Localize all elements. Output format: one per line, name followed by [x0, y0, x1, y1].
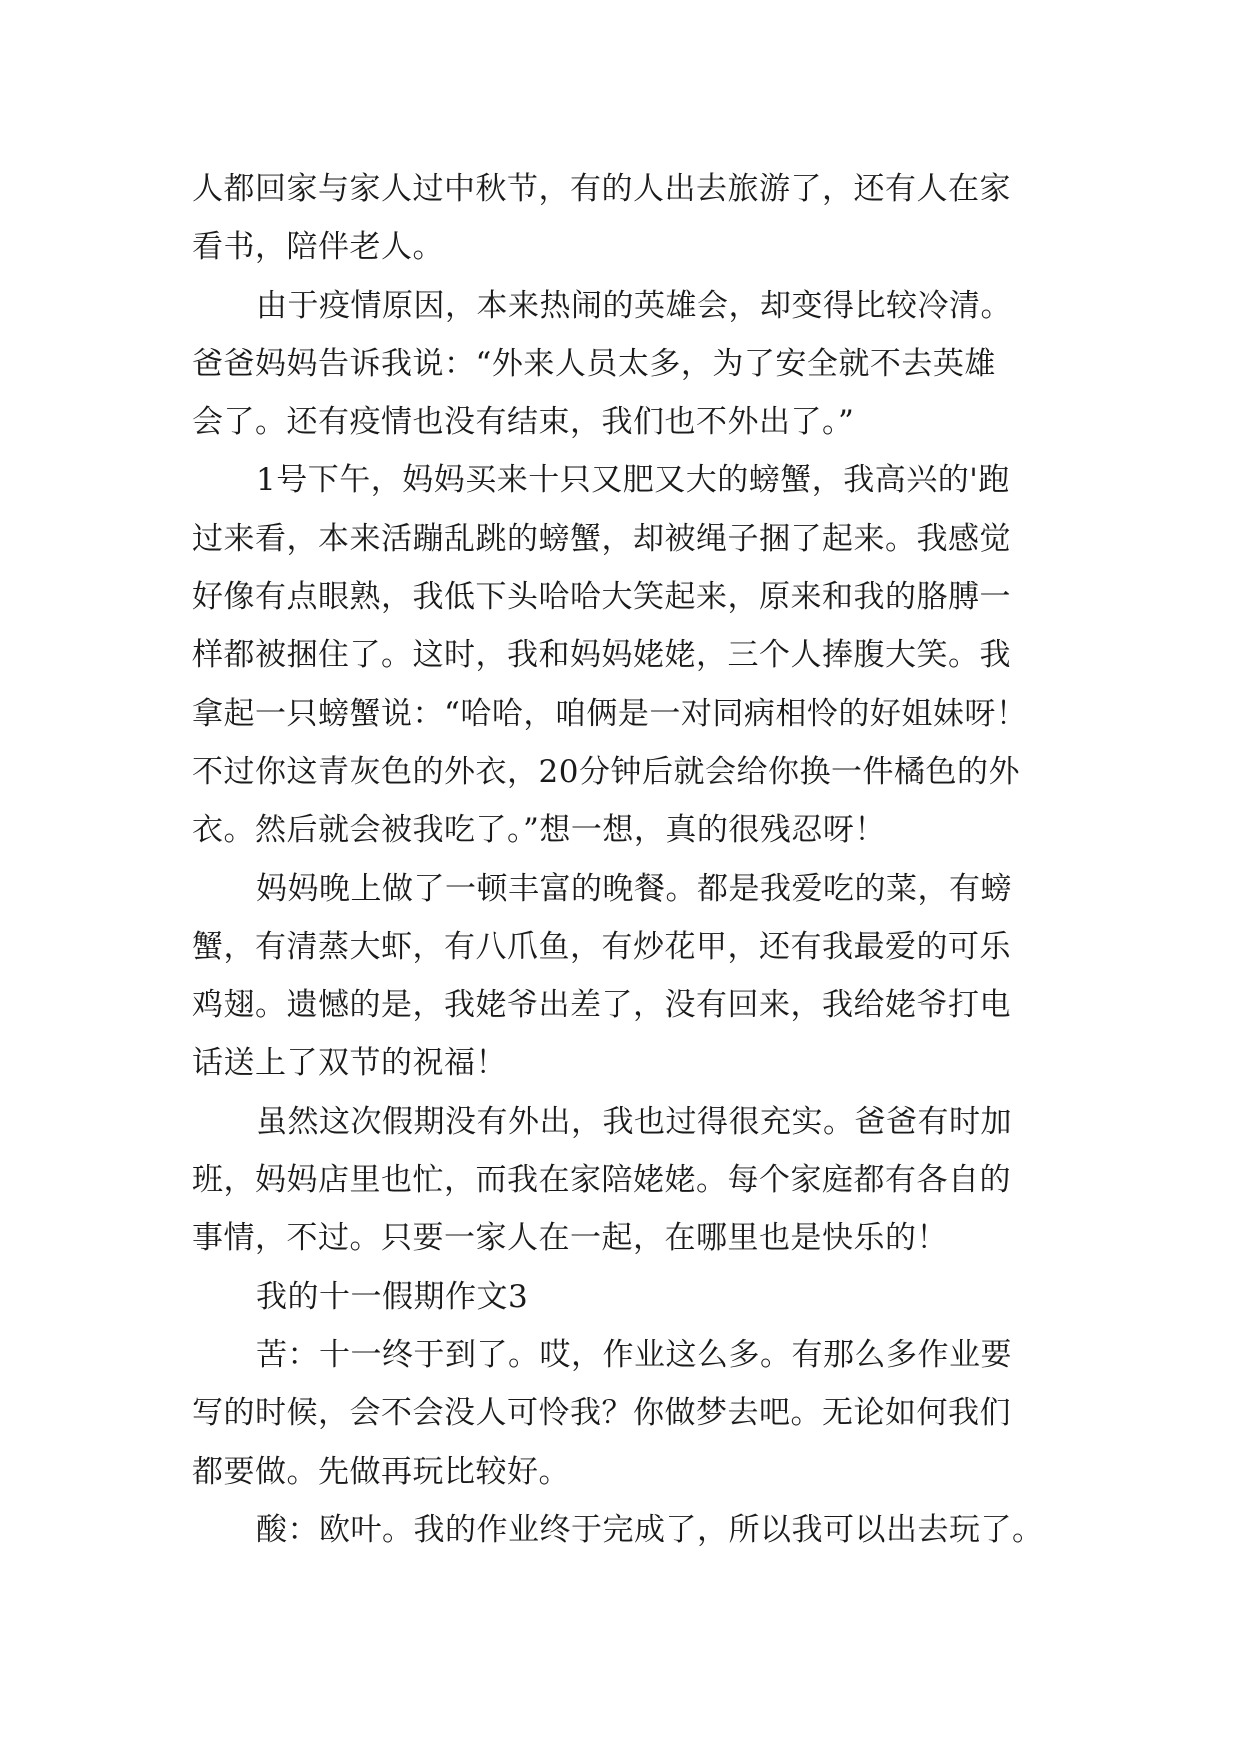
text-line: 爸爸妈妈告诉我说：“外来人员太多，为了安全就不去英雄: [192, 345, 996, 382]
text-line: 拿起一只螃蟹说：“哈哈，咱俩是一对同病相怜的好姐妹呀！: [192, 695, 1028, 732]
text-line: 好像有点眼熟，我低下头哈哈大笑起来，原来和我的胳膊一: [192, 579, 1011, 616]
section-heading: 我的十一假期作文3: [256, 1278, 529, 1315]
text-line: 话送上了双节的祝福！: [192, 1045, 507, 1082]
text-line: 写的时候，会不会没人可怜我？你做梦去吧。无论如何我们: [192, 1395, 1011, 1432]
text-line: 衣。然后就会被我吃了。”想一想，真的很残忍呀！: [192, 812, 886, 849]
text-line: 人都回家与家人过中秋节，有的人出去旅游了，还有人在家: [192, 171, 1011, 207]
text-line: 蟹，有清蒸大虾，有八爪鱼，有炒花甲，还有我最爱的可乐: [192, 928, 1011, 965]
text-line: 样都被捆住了。这时，我和妈妈姥姥，三个人捧腹大笑。我: [192, 637, 1011, 674]
paragraph-first-line: 妈妈晚上做了一顿丰富的晚餐。都是我爱吃的菜，有螃: [256, 870, 1012, 907]
paragraph-first-line: 酸：欧叶。我的作业终于完成了，所以我可以出去玩了。: [256, 1511, 1044, 1548]
text-line: 事情，不过。只要一家人在一起，在哪里也是快乐的！: [192, 1220, 948, 1257]
paragraph-first-line: 苦：十一终于到了。哎，作业这么多。有那么多作业要: [256, 1336, 1012, 1373]
text-line: 都要做。先做再玩比较好。: [192, 1453, 570, 1490]
paragraph-first-line: 虽然这次假期没有外出，我也过得很充实。爸爸有时加: [256, 1103, 1012, 1140]
text-line: 班，妈妈店里也忙，而我在家陪姥姥。每个家庭都有各自的: [192, 1162, 1011, 1199]
text-line: 不过你这青灰色的外衣，20分钟后就会给你换一件橘色的外: [192, 753, 1020, 790]
paragraph-first-line: 由于疫情原因，本来热闹的英雄会，却变得比较冷清。: [256, 287, 1012, 324]
text-line: 过来看，本来活蹦乱跳的螃蟹，却被绳子捆了起来。我感觉: [192, 520, 1011, 557]
document-body: [192, 160, 1072, 1559]
text-line: 看书，陪伴老人。: [192, 229, 444, 266]
text-line: 会了。还有疫情也没有结束，我们也不外出了。”: [192, 404, 855, 441]
text-line: 鸡翅。遗憾的是，我姥爷出差了，没有回来，我给姥爷打电: [192, 987, 1011, 1024]
paragraph-first-line: 1号下午，妈妈买来十只又肥又大的螃蟹，我高兴的'跑: [256, 462, 1010, 499]
